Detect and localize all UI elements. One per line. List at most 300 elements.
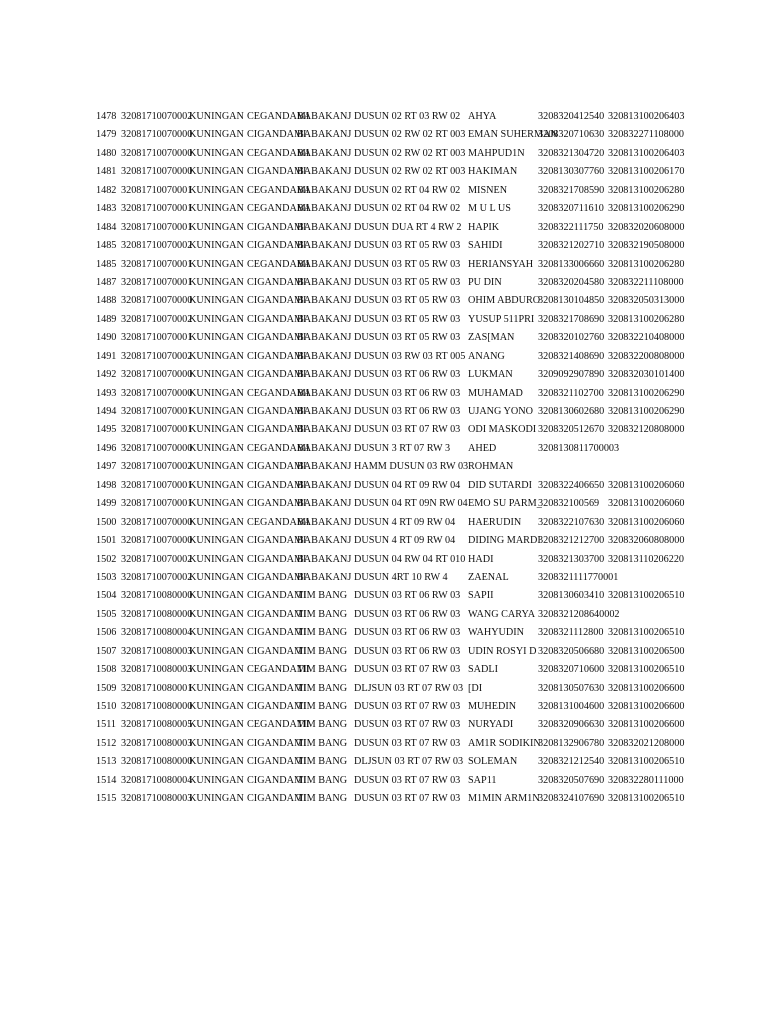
row-number: 1482: [96, 184, 117, 196]
kk-cell: 320832271108000: [608, 129, 685, 141]
kk-cell: 320813100206600: [608, 701, 685, 712]
nik-cell: 3208320710600: [538, 664, 605, 676]
row-number: 1480: [96, 147, 117, 159]
village-cell: BABAKANJ: [297, 332, 352, 344]
name-cell: DID SUTARDI: [468, 479, 532, 491]
name-cell: M U L US: [468, 203, 511, 215]
id-number: 32081710070002: [121, 553, 193, 565]
regency-cell: KUNINGAN: [189, 682, 244, 694]
row-number: 1514: [96, 774, 117, 786]
table-row: [0, 569, 768, 587]
id-number: 32081710070001: [121, 276, 193, 288]
nik-cell: 3208321202710: [538, 240, 605, 252]
village-cell: BABAKANJ: [297, 387, 352, 399]
name-cell: SAPII: [468, 590, 494, 602]
address-cell: DUSUN 03 RT 06 RW 03: [354, 627, 461, 639]
name-cell: LUKMAN: [468, 369, 513, 381]
row-number: 1491: [96, 350, 117, 362]
id-number: 32081710070001: [121, 406, 193, 417]
regency-cell: KUNINGAN: [189, 516, 244, 528]
row-number: 1493: [96, 387, 117, 399]
address-cell: HAMM DUSUN 03 RW 03: [354, 461, 469, 473]
table-row: [0, 403, 768, 421]
nik-cell: 3208320412540: [538, 111, 605, 122]
village-cell: BABAKANJ: [297, 553, 352, 565]
district-cell: CIGANDAMI: [247, 571, 307, 583]
district-cell: CIGANDAMI: [247, 240, 307, 252]
nik-cell: 3208321408690: [538, 350, 605, 362]
regency-cell: KUNINGAN: [189, 479, 244, 491]
nik-cell: 3208133006660: [538, 258, 605, 270]
table-row: [0, 532, 768, 550]
id-number: 32081710070001: [121, 424, 193, 436]
nik-cell: 3208130602680: [538, 406, 605, 417]
address-cell: DUSUN 03 RT 05 RW 03: [354, 313, 461, 325]
address-cell: DUSUN 02 RT 03 RW 02: [354, 111, 461, 122]
regency-cell: KUNINGAN: [189, 350, 244, 362]
row-number: 1515: [96, 793, 117, 805]
nik-cell: 3208320507690: [538, 774, 605, 786]
nik-cell: 3208321102700: [538, 387, 604, 399]
name-cell: EMO SU PARM_: [468, 498, 542, 510]
table-row: [0, 624, 768, 642]
regency-cell: KUNINGAN: [189, 295, 244, 307]
kk-cell: 320832120808000: [608, 424, 685, 436]
id-number: 32081710080005: [121, 719, 193, 731]
address-cell: DUSUN 02 RW 02 RT 003: [354, 129, 466, 141]
row-number: 1506: [96, 627, 117, 639]
village-cell: BABAKANJ: [297, 535, 352, 547]
table-row: [0, 421, 768, 439]
kk-cell: 320813110206220: [608, 553, 685, 565]
village-cell: BABAKANJ: [297, 442, 352, 454]
name-cell: HERIANSYAH: [468, 258, 534, 270]
village-cell: BABAKANJ: [297, 350, 352, 362]
address-cell: DUSUN 03 RT 07 RW 03: [354, 737, 461, 749]
regency-cell: KUNINGAN: [189, 498, 244, 510]
row-number: 1502: [96, 553, 117, 565]
name-cell: NURYADI: [468, 719, 514, 731]
village-cell: BABAKANJ: [297, 221, 352, 233]
row-number: 1509: [96, 682, 117, 694]
village-cell: BABAKANJ: [297, 406, 352, 417]
kk-cell: 320832210408000: [608, 332, 685, 344]
regency-cell: KUNINGAN: [189, 571, 244, 583]
village-cell: BABAKANJ: [297, 258, 352, 270]
name-cell: MUHEDIN: [468, 701, 517, 712]
id-number: 32081710070000: [121, 369, 193, 381]
row-number: 1504: [96, 590, 117, 602]
table-row: [0, 237, 768, 255]
village-cell: BABAKANJ: [297, 369, 352, 381]
district-cell: CIGANDAMI: [247, 424, 307, 436]
row-number: 1489: [96, 313, 117, 325]
name-cell: DIDING MARDI: [468, 535, 541, 547]
id-number: 32081710080004: [121, 627, 193, 639]
village-cell: TIM BANG: [297, 682, 348, 694]
nik-cell: 3208322406650: [538, 479, 605, 491]
name-cell: MISNEN: [468, 184, 508, 196]
id-number: 32081710070002: [121, 350, 193, 362]
table-row: [0, 458, 768, 476]
id-number: 32081710070001: [121, 203, 193, 215]
table-row: [0, 735, 768, 753]
id-number: 32081710070002: [121, 240, 193, 252]
village-cell: TIM BANG: [297, 627, 348, 639]
address-cell: DUSUN 03 RT 05 RW 03: [354, 295, 461, 307]
village-cell: BABAKANJ: [297, 111, 352, 122]
name-cell: OHIM ABDURO: [468, 295, 541, 307]
name-cell: ANANG: [468, 350, 505, 362]
name-cell: SAP11: [468, 774, 497, 786]
kk-cell: 320813100206290: [608, 406, 685, 417]
row-number: 1485: [96, 240, 117, 252]
kk-cell: 320813100206290: [608, 387, 685, 399]
row-number: 1494: [96, 406, 117, 417]
district-cell: CIGANDAMI: [247, 553, 307, 565]
village-cell: BABAKANJ: [297, 166, 352, 178]
nik-cell: 3208321212700: [538, 535, 605, 547]
address-cell: DUSUN 03 RT 05 RW 03: [354, 258, 461, 270]
kk-cell: 320813100206500: [608, 645, 685, 657]
address-cell: DUSUN 02 RT 04 RW 02: [354, 203, 461, 215]
nik-cell: 3208132906780: [538, 737, 605, 749]
district-cell: CEGANDAMI: [247, 184, 310, 196]
nik-cell: 3208321304720: [538, 147, 605, 159]
regency-cell: KUNINGAN: [189, 774, 244, 786]
name-cell: HADI: [468, 553, 494, 565]
row-number: 1498: [96, 479, 117, 491]
kk-cell: 320832280111000: [608, 774, 684, 786]
regency-cell: KUNINGAN: [189, 737, 244, 749]
address-cell: DUSUN 03 RT 07 RW 03: [354, 664, 461, 676]
address-cell: DUSUN 03 RT 07 RW 03: [354, 701, 461, 712]
table-row: [0, 200, 768, 218]
row-number: 1487: [96, 276, 117, 288]
address-cell: DUSUN 03 RT 06 RW 03: [354, 369, 461, 381]
kk-cell: 320832060808000: [608, 535, 685, 547]
kk-cell: 320832030101400: [608, 369, 685, 381]
row-number: 1508: [96, 664, 117, 676]
district-cell: CIGANDAMI: [247, 498, 307, 510]
table-row: [0, 440, 768, 458]
kk-cell: 320813100206510: [608, 627, 685, 639]
village-cell: TIM BANG: [297, 664, 348, 676]
regency-cell: KUNINGAN: [189, 203, 244, 215]
regency-cell: KUNINGAN: [189, 664, 244, 676]
id-number: 32081710080003: [121, 664, 193, 676]
row-number: 1481: [96, 166, 117, 178]
table-row: [0, 366, 768, 384]
district-cell: CIGANDAMI: [247, 166, 307, 178]
table-row: [0, 292, 768, 310]
nik-cell: 3208322107630: [538, 516, 605, 528]
name-cell: MUHAMAD: [468, 387, 523, 399]
village-cell: TIM BANG: [297, 774, 348, 786]
table-row: [0, 163, 768, 181]
name-cell: ZAENAL: [468, 571, 509, 583]
regency-cell: KUNINGAN: [189, 276, 244, 288]
district-cell: CIGANDAMI: [247, 627, 307, 639]
row-number: 1499: [96, 498, 117, 510]
id-number: 32081710070002: [121, 571, 193, 583]
table-row: [0, 219, 768, 237]
nik-cell: 3209092907890: [538, 369, 605, 381]
id-number: 32081710080000: [121, 608, 193, 620]
nik-cell: 3208324107690: [538, 793, 605, 805]
kk-cell: 320813100206403: [608, 147, 685, 159]
address-cell: DUSUN 04 RT 09 RW 04: [354, 479, 461, 491]
name-cell: AHED: [468, 442, 497, 454]
district-cell: CIGANDAMI: [247, 276, 307, 288]
address-cell: DUSUN 03 RT 06 RW 03: [354, 608, 461, 620]
district-cell: CIGANDAMI: [247, 461, 307, 473]
name-cell: HAERUDIN: [468, 516, 522, 528]
district-cell: CIGANDAMI: [247, 645, 307, 657]
nik-cell: 3208130507630: [538, 682, 605, 694]
table-row: [0, 661, 768, 679]
regency-cell: KUNINGAN: [189, 184, 244, 196]
name-cell: [DI: [468, 682, 483, 694]
nik-cell: 3208320204580: [538, 276, 605, 288]
village-cell: TIM BANG: [297, 737, 348, 749]
village-cell: BABAKANJ: [297, 129, 352, 141]
row-number: 1505: [96, 608, 117, 620]
village-cell: BABAKANJ: [297, 240, 352, 252]
table-row: [0, 753, 768, 771]
address-cell: DUSUN 03 RT 06 RW 03: [354, 590, 461, 602]
id-number: 32081710070001: [121, 184, 193, 196]
address-cell: DUSUN 04 RT 09N RW 04: [354, 498, 468, 510]
nik-cell: 3208321111770001: [538, 571, 619, 583]
village-cell: BABAKANJ: [297, 295, 352, 307]
regency-cell: KUNINGAN: [189, 258, 244, 270]
address-cell: DUSUN 3 RT 07 RW 3: [354, 442, 451, 454]
village-cell: TIM BANG: [297, 645, 348, 657]
table-row: [0, 477, 768, 495]
id-number: 32081710070002: [121, 111, 193, 122]
district-cell: CIGANDAMI: [247, 682, 307, 694]
district-cell: CIGANDAMI: [247, 774, 307, 786]
regency-cell: KUNINGAN: [189, 461, 244, 473]
nik-cell: 3208320506680: [538, 645, 605, 657]
id-number: 32081710080000: [121, 756, 193, 768]
address-cell: DUSUN 03 RW 03 RT 005: [354, 350, 466, 362]
row-number: 1495: [96, 424, 117, 436]
address-cell: DUSUN 03 RT 07 RW 03: [354, 719, 461, 731]
name-cell: HAKIMAN: [468, 166, 518, 178]
district-cell: CEGANDAMI: [247, 258, 310, 270]
regency-cell: KUNINGAN: [189, 645, 244, 657]
table-row: [0, 348, 768, 366]
regency-cell: KUNINGAN: [189, 221, 244, 233]
address-cell: DUSUN 02 RT 04 RW 02: [354, 184, 461, 196]
district-cell: CIGANDAMI: [247, 313, 307, 325]
name-cell: ZAS[MAN: [468, 332, 515, 344]
address-cell: DUSUN 03 RT 05 RW 03: [354, 240, 461, 252]
district-cell: CIGANDAMI: [247, 737, 307, 749]
kk-cell: 320813100206170: [608, 166, 685, 178]
id-number: 32081710070000: [121, 147, 193, 159]
row-number: 1484: [96, 221, 117, 233]
name-cell: EMAN SUHERMAN: [468, 129, 558, 141]
village-cell: BABAKANJ: [297, 147, 352, 159]
table-row: [0, 716, 768, 734]
row-number: 1503: [96, 571, 117, 583]
table-row: [0, 698, 768, 716]
nik-cell: 3208322111750: [538, 221, 604, 233]
id-number: 32081710070001: [121, 498, 193, 510]
id-number: 32081710070000: [121, 442, 193, 454]
nik-cell: 3208320711610: [538, 203, 604, 215]
id-number: 32081710070002: [121, 313, 193, 325]
table-row: [0, 274, 768, 292]
district-cell: CEGANDAMI: [247, 516, 310, 528]
nik-cell: 3208321112800: [538, 627, 604, 639]
table-row: [0, 606, 768, 624]
address-cell: DLJSUN 03 RT 07 RW 03: [354, 682, 464, 694]
regency-cell: KUNINGAN: [189, 147, 244, 159]
table-row: [0, 108, 768, 126]
kk-cell: 320813100206600: [608, 719, 685, 731]
row-number: 1490: [96, 332, 117, 344]
village-cell: BABAKANJ: [297, 203, 352, 215]
name-cell: M1MIN ARM1N: [468, 793, 540, 805]
name-cell: UDIN ROSYI D: [468, 645, 537, 657]
table-row: [0, 126, 768, 144]
table-row: [0, 311, 768, 329]
regency-cell: KUNINGAN: [189, 756, 244, 768]
address-cell: DUSUN 03 RT 07 RW 03: [354, 424, 461, 436]
name-cell: SAHIDI: [468, 240, 503, 252]
regency-cell: KUNINGAN: [189, 719, 244, 731]
kk-cell: 320813100206510: [608, 590, 685, 602]
name-cell: SOLEMAN: [468, 756, 518, 768]
nik-cell: 3208320906630: [538, 719, 605, 731]
id-number: 32081710070000: [121, 516, 193, 528]
regency-cell: KUNINGAN: [189, 240, 244, 252]
nik-cell: 3208321212540: [538, 756, 605, 768]
district-cell: CIGANDAMI: [247, 221, 307, 233]
row-number: 1510: [96, 701, 117, 712]
regency-cell: KUNINGAN: [189, 406, 244, 417]
district-cell: CIGANDAMI: [247, 295, 307, 307]
nik-cell: 3208321708690: [538, 313, 605, 325]
row-number: 1488: [96, 295, 117, 307]
id-number: 32081710070001: [121, 479, 193, 491]
kk-cell: 320813100206510: [608, 756, 685, 768]
regency-cell: KUNINGAN: [189, 313, 244, 325]
address-cell: DUSUN 4RT 10 RW 4: [354, 571, 448, 583]
regency-cell: KUNINGAN: [189, 129, 244, 141]
table-row: [0, 256, 768, 274]
village-cell: BABAKANJ: [297, 424, 352, 436]
regency-cell: KUNINGAN: [189, 424, 244, 436]
table-row: [0, 643, 768, 661]
name-cell: ROHMAN: [468, 461, 514, 473]
id-number: 32081710070002: [121, 461, 193, 473]
id-number: 32081710080003: [121, 737, 193, 749]
nik-cell: 3208320710630: [538, 129, 605, 141]
id-number: 32081710070000: [121, 387, 193, 399]
name-cell: MAHPUD1N: [468, 147, 525, 159]
regency-cell: KUNINGAN: [189, 387, 244, 399]
id-number: 32081710080000: [121, 701, 193, 712]
district-cell: CEGANDAMI: [247, 147, 310, 159]
village-cell: BABAKANJ: [297, 479, 352, 491]
table-row: [0, 495, 768, 513]
kk-cell: 320832021208000: [608, 737, 685, 749]
address-cell: DUSUN 03 RT 06 RW 03: [354, 406, 461, 417]
kk-cell: 320813100206280: [608, 258, 685, 270]
village-cell: TIM BANG: [297, 719, 348, 731]
kk-cell: 320832020608000: [608, 221, 685, 233]
id-number: 32081710070001: [121, 258, 193, 270]
address-cell: DUSUN 03 RT 05 RW 03: [354, 276, 461, 288]
nik-cell: 3208321303700: [538, 553, 605, 565]
name-cell: SADLI: [468, 664, 498, 676]
row-number: 1507: [96, 645, 117, 657]
table-row: [0, 329, 768, 347]
nik-cell: 3208321208640002: [538, 608, 620, 620]
nik-cell: 3208320512670: [538, 424, 605, 436]
row-number: 1483: [96, 203, 117, 215]
district-cell: CEGANDAMI: [247, 387, 310, 399]
name-cell: UJANG YONO: [468, 406, 533, 417]
address-cell: DUSUN 4 RT 09 RW 04: [354, 535, 456, 547]
kk-cell: 320813100206510: [608, 793, 685, 805]
address-cell: DUSUN 03 RT 06 RW 03: [354, 387, 461, 399]
name-cell: ODI MASKODI: [468, 424, 537, 436]
address-cell: DUSUN 03 RT 05 RW 03: [354, 332, 461, 344]
nik-cell: 320832100569: [538, 498, 600, 510]
regency-cell: KUNINGAN: [189, 627, 244, 639]
nik-cell: 3208130307760: [538, 166, 605, 178]
kk-cell: 320832211108000: [608, 276, 684, 288]
nik-cell: 3208130811700003: [538, 442, 620, 454]
nik-cell: 3208130104850: [538, 295, 605, 307]
table-row: [0, 587, 768, 605]
district-cell: CIGANDAMI: [247, 793, 307, 805]
name-cell: WANG CARYA: [468, 608, 536, 620]
regency-cell: KUNINGAN: [189, 369, 244, 381]
village-cell: BABAKANJ: [297, 498, 352, 510]
table-row: [0, 385, 768, 403]
nik-cell: 3208130603410: [538, 590, 605, 602]
kk-cell: 320813100206290: [608, 203, 685, 215]
row-number: 1478: [96, 111, 117, 122]
row-number: 1497: [96, 461, 117, 473]
village-cell: TIM BANG: [297, 701, 348, 712]
row-number: 1485: [96, 258, 117, 270]
village-cell: BABAKANJ: [297, 571, 352, 583]
regency-cell: KUNINGAN: [189, 111, 244, 122]
row-number: 1496: [96, 442, 117, 454]
address-cell: DUSUN DUA RT 4 RW 2: [354, 221, 462, 233]
district-cell: CEGANDAMI: [247, 442, 310, 454]
regency-cell: KUNINGAN: [189, 793, 244, 805]
id-number: 32081710080003: [121, 793, 193, 805]
district-cell: CIGANDAMI: [247, 332, 307, 344]
district-cell: CEGANDAMI: [247, 203, 310, 215]
regency-cell: KUNINGAN: [189, 535, 244, 547]
kk-cell: 320813100206403: [608, 111, 685, 122]
kk-cell: 320813100206510: [608, 664, 685, 676]
table-row: [0, 790, 768, 808]
table-row: [0, 551, 768, 569]
name-cell: AHYA: [468, 111, 497, 122]
name-cell: YUSUP 511PRI: [468, 313, 535, 325]
